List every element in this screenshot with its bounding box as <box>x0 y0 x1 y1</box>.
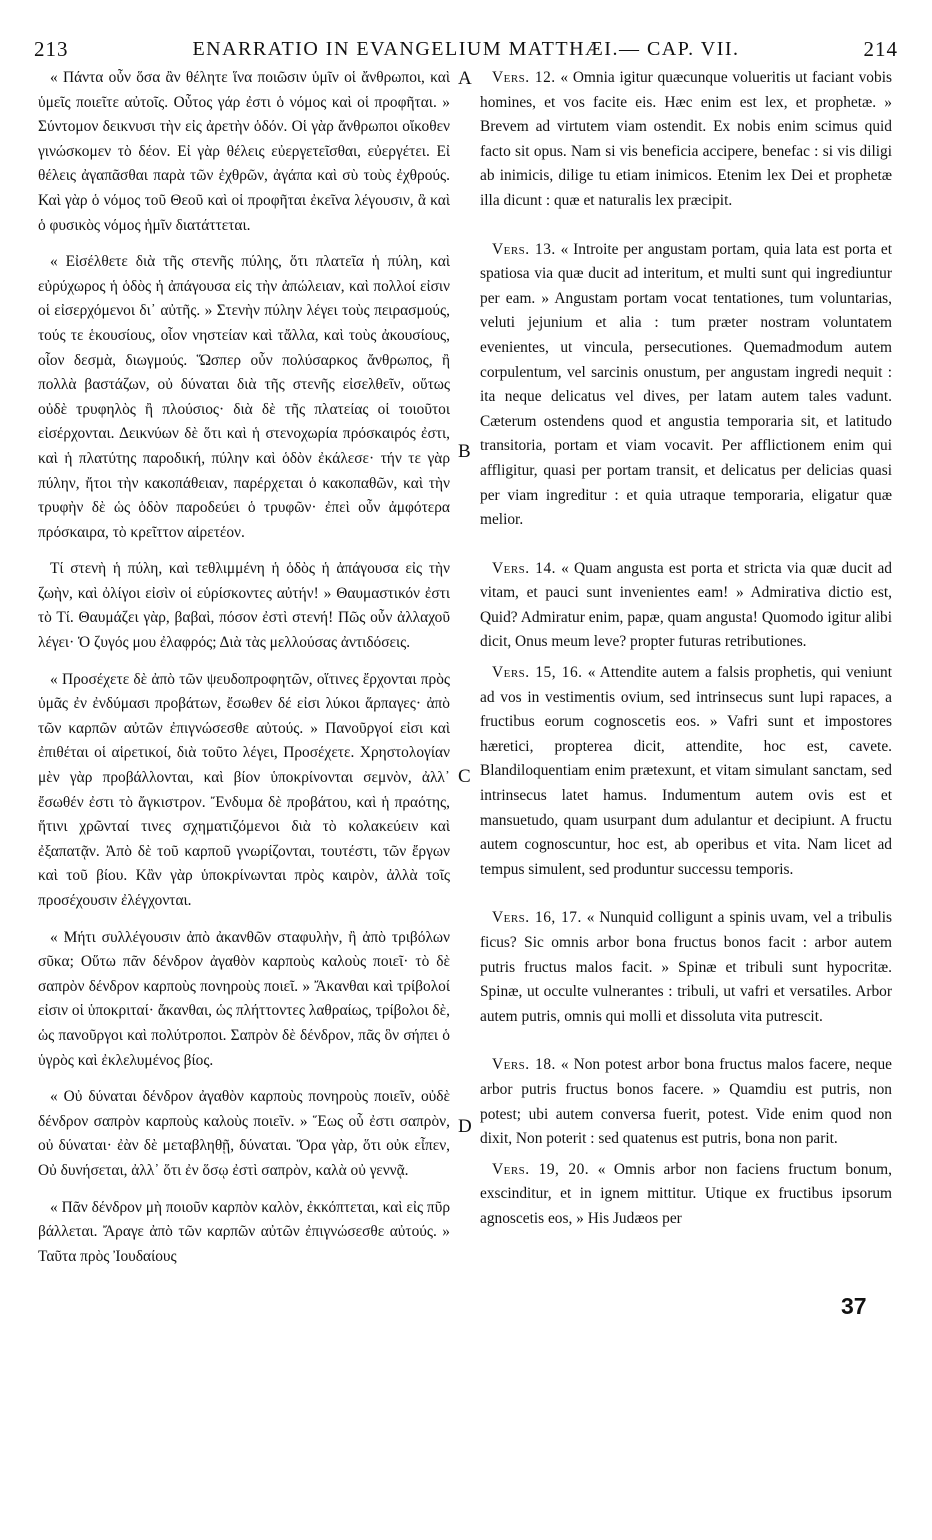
running-header <box>34 34 898 64</box>
section-letter-b: B <box>458 441 471 462</box>
verse-label: Vers. 12. <box>492 69 556 86</box>
greek-paragraph: Τί στενὴ ἡ πύλη, καὶ τεθλιμμένη ἡ ὁδὸς ἡ ἀπάγουσα εἰς τὴν ζωὴν, καὶ ὀλίγοι εἰσὶν οἱ εὑρίσκοντες αὐτήν! » Θαυμαστικόν ἐστι τὸ Τί. Θαυμάζει γὰρ, βαβαὶ, πόσον ἐστὶ στενή! Πῶς οὖν ἀλλαχοῦ λέγει· Ὁ ζυγός μου ἐλαφρός; Διὰ τὰς μελλούσας ἀντιδόσεις. <box>38 560 450 652</box>
verse-label: Vers. 19, 20. <box>492 1160 590 1178</box>
verse-label: Vers. 16, 17. <box>492 909 582 927</box>
greek-paragraph: « Εἰσέλθετε διὰ τῆς στενῆς πύλης, ὅτι πλατεῖα ἡ πύλη, καὶ εὐρύχωρος ἡ ὁδὸς ἡ ἀπάγουσα εἰς τὴν ἀπώλειαν, καὶ πολλοί εἰσιν οἱ εἰσερχόμενοι δι᾿ αὐτῆς. » Στενὴν πύλην λέγει τοὺς πειρασμούς, τούς τε ἑκουσίους, οἷον νηστείαν καὶ τἄλλα, καὶ τοὺς ἀκουσίους, οἷον δεσμὰ, διωγμούς. Ὥσπερ οὖν πολύσαρκος ἄνθρωπος, ἢ πολλὰ βαστάζων, οὐ δύναται διὰ τῆς στενῆς εἰσελθεῖν, οὕτως οὐδὲ τρυφηλὸς ἢ πλούσιος· διὰ δὲ τῆς πλατείας οἱ τοιοῦτοι εἰσέρχονται. Δεικνύων δὲ ὅτι καὶ ἡ στενοχωρία πρόσκαιρός ἐστι, καὶ ἡ πλατύτης παροδική, πύλην καὶ ὁδὸν ἐκάλεσε· τήν τε γὰρ πύλην, ἤτοι τὴν κακοπάθειαν, παρέρχεται ὁ κακοπαθῶν, καὶ τὴν τρυφὴν δὲ ὡς ὁδὸν παροδεύει ὁ τρυφῶν· ἐπεὶ οὖν ἀμφότερα πρόσκαιρα, τὸ κρεῖττον αἱρετέον. <box>38 253 450 541</box>
running-title: ENARRATIO IN EVANGELIUM MATTHÆI.— CAP. VII. <box>192 37 740 60</box>
latin-paragraph <box>480 66 892 214</box>
verse-text: « Introite per angustam portam, quia lata est porta et spatiosa via quæ ducit ad interitum, et multi sunt qui ingrediuntur per eam. » Angustam portam vocat tentationes, tum voluntarias, veluti jejunium et alia : tum præter nostram voluntatem evenientes, ut vincula, persecutiones. Quemadmodum autem corpulentum, vel sarcinis onustum, per angustam ingredi nequit : ita neque delicatus vel dives, per latam autem tales vadunt. Cæterum ostendens quod et angustia temporaria sit, et latitudo transitoria, portam et viam vocavit. Per afflictionem enim qui affligitur, quasi per portam transit, et delicatus per delicias quasi per viam ingreditur : et quia utraque temporaria, eligatur quæ melior. <box>480 240 892 529</box>
latin-paragraph <box>480 1053 892 1151</box>
greek-paragraph: « Μήτι συλλέγουσιν ἀπὸ ἀκανθῶν σταφυλὴν, ἢ ἀπὸ τριβόλων σῦκα; Οὕτω πᾶν δένδρον ἀγαθὸν καρποὺς καλοὺς ποιεῖ· τὸ δὲ σαπρὸν δένδρον καρποὺς πονηροὺς ποιεῖ. » Ἄκανθαι καὶ τρίβολοί εἰσιν οἱ ὑποκριταί· ἄκανθαι, ὡς πλήττοντες λαθραίως, τρίβολοι δὲ, ὡς πανοῦργοι καὶ πολύτροποι. Σαπρὸν δὲ δένδρον, πᾶς ὃν σήπει ὁ ὑγρὸς καὶ ἐκλελυμένος βίος. <box>38 928 450 1069</box>
page-number-right: 214 <box>863 36 898 61</box>
latin-paragraph <box>480 661 892 882</box>
verse-text: « Non potest arbor bona fructus malos facere, neque arbor putris fructus bonos facere. » Quamdiu est putris, non potest; ubi autem conversa fuerit, potest. Vide enim quod non dixit, Non poterit : sed quatenus est putris, bona non parit. <box>480 1056 892 1148</box>
verse-label: Vers. 18. <box>492 1056 556 1074</box>
page-number-left: 213 <box>34 36 69 61</box>
latin-column <box>480 66 892 1232</box>
verse-text: « Quam angusta est porta et stricta via quæ ducit ad vitam, et pauci sunt invenientes eam! » Admirativa dictio est, Quid? Admiratur enim, papæ, quam angusta! Quomodo igitur alibi dicit, Onus meum leve? propter futuras retributiones. <box>480 559 892 651</box>
latin-paragraph <box>480 906 892 1029</box>
greek-paragraph: « Οὐ δύναται δένδρον ἀγαθὸν καρποὺς πονηροὺς ποιεῖν, οὐδὲ δένδρον σαπρὸν καρποὺς καλοὺς ποιεῖν. » Ἕως οὗ ἐστι σαπρὸν, οὐ δύναται· ἐὰν δὲ μεταβληθῇ, δύναται. Ὅρα γὰρ, ὅτι οὐκ εἶπεν, Οὐ δυνήσεται, ἀλλ᾿ ὅτι ἐν ὅσῳ ἐστὶ σαπρὸν, καλὰ οὐ γεννᾷ. <box>38 1088 450 1179</box>
verse-label: Vers. 15, 16. <box>492 664 583 682</box>
verse-text: « Omnis arbor non faciens fructum bonum, exscinditur, et in ignem mittitur. Utique ex fructibus ipsorum agnoscetis eos, » His Judæos per <box>480 1160 892 1227</box>
latin-paragraph <box>480 557 892 655</box>
greek-column <box>38 66 450 1269</box>
verse-text: « Nunquid colligunt a spinis uvam, vel a tribulis ficus? Sic omnis arbor bona fructus bonos facit : arbor autem putris fructus malos facit. » Spinæ et tribuli sunt hypocritæ. Spinæ, ut occulte vulnerantes : tribuli, ut vafri et versatiles. Arbor autem putris, omnis qui molli et dissoluta vita putrescit. <box>480 909 892 1025</box>
verse-text: « Attendite autem a falsis prophetis, qui veniunt ad vos in vestimentis ovium, sed intrinsecus sunt lupi rapaces, a fructibus eorum cognoscetis eos. » Vafri sunt et impostores hæretici, propterea dicit, attendite, hoc est, cavete. Blandiloquentiam enim prætexunt, et vitam simulant sanctam, sed intrinsecus latet hamus. Indumentum autem ovis est et mansuetudo, quam usurpant dum adulantur et decipiunt. A fructu autem cognoscuntur, hoc est, ab operibus et vita. Nam licet ad tempus simulent, sed produntur successu temporis. <box>480 664 892 878</box>
verse-label: Vers. 13. <box>492 240 556 258</box>
greek-paragraph: « Προσέχετε δὲ ἀπὸ τῶν ψευδοπροφητῶν, οἵτινες ἔρχονται πρὸς ὑμᾶς ἐν ἐνδύμασι προβάτων, ἔσωθεν δέ εἰσι λύκοι ἅρπαγες· ἀπὸ τῶν καρπῶν αὐτῶν ἐπιγνώσεσθε αὐτούς. » Πανοῦργοί εἰσι καὶ ἐπιθέται οἱ αἱρετικοί, διὰ τοῦτο λέγει, Προσέχετε. Χρηστολογίαν μὲν γὰρ προβάλλονται, καὶ βίον ὑποκρίνονται σεμνὸν, ἀλλ᾿ ἔσωθέν ἐστι τὸ ἄγκιστρον. Ἔνδυμα δὲ προβάτου, καὶ ἡ πραότης, ἥτινι χρῶνταί τινες σχηματιζόμενοι διὰ τὸ κολακεύειν καὶ ἐξαπατᾷν. Ἀπὸ δὲ τοῦ καρποῦ γνωρίζονται, τουτέστι, τῶν ἔργων καὶ τοῦ βίου. Κἂν γὰρ ὑποκρίνωνται πρὸς καιρὸν, ἀλλὰ τοῖς προσέχουσιν ἐλέγχονται. <box>38 670 450 909</box>
verse-text: « Omnia igitur quæcunque volueritis ut faciant vobis homines, et vos facite eis. Hæc enim est lex, et prophetæ. » Brevem ad virtutem viam ostendit. Ex nobis enim scimus quid facto sit opus. Nam si vis beneficia accipere, benefac : si vis diligi ab inimicis, dilige tu etiam inimicos. Etenim lex Dei et prophetæ illa dicunt : quæ et naturalis lex præcipit. <box>480 69 892 209</box>
signature-mark: 37 <box>841 1293 867 1319</box>
section-letter-d: D <box>458 1116 472 1137</box>
section-letter-c: C <box>458 766 471 787</box>
greek-paragraph: « Πᾶν δένδρον μὴ ποιοῦν καρπὸν καλὸν, ἐκκόπτεται, καὶ εἰς πῦρ βάλλεται. Ἄραγε ἀπὸ τῶν καρπῶν αὐτῶν ἐπιγνώσεσθε αὐτούς. » Ταῦτα πρὸς Ἰουδαίους <box>38 1198 450 1265</box>
section-letter-a: A <box>458 68 472 89</box>
greek-paragraph: « Πάντα οὖν ὅσα ἂν θέλητε ἵνα ποιῶσιν ὑμῖν οἱ ἄνθρωποι, καὶ ὑμεῖς ποιεῖτε αὐτοῖς. Οὗτος γάρ ἐστι ὁ νόμος καὶ οἱ προφῆται. » Σύντομον δεικνυσι τὴν εἰς ἀρετὴν ὁδόν. Οἱ γὰρ ἄνθρωποι οἴκοθεν γινώσκομεν τὸ δέον. Εἰ γὰρ θέλεις εὐεργετεῖσθαι, εὐεργέτει. Εἰ θέλεις ἀγαπᾶσθαι παρὰ τῶν ἐχθρῶν, ἀγάπα καὶ σὺ τοὺς ἐχθρούς. Καὶ γὰρ ὁ νόμος τοῦ Θεοῦ καὶ οἱ προφῆται ἐκεῖνα λέγουσιν, ἃ καὶ ὁ φυσικὸς νόμος ἡμῖν διατάττεται. <box>38 69 450 234</box>
latin-paragraph <box>480 238 892 533</box>
verse-label: Vers. 14. <box>492 559 557 577</box>
latin-paragraph <box>480 1158 892 1232</box>
